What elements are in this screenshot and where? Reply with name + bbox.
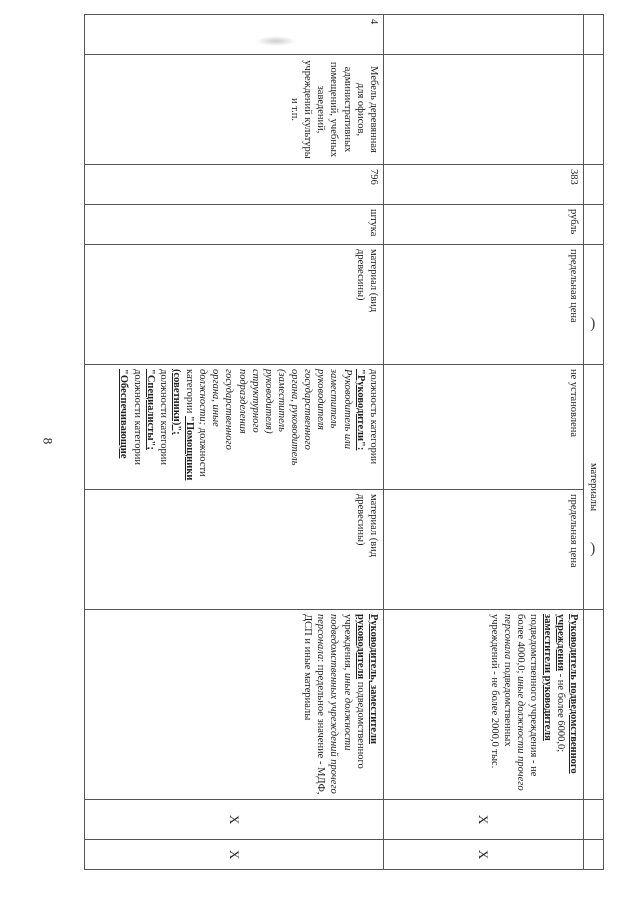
- value-text: должности категории: [131, 369, 143, 465]
- row-num-cell: 4: [85, 15, 384, 55]
- value-strong-text: "Руководители":: [354, 369, 366, 451]
- value-text: - не более 6000,0;: [554, 671, 566, 753]
- value-text: должности категории: [184, 369, 209, 477]
- value-text: должность категории: [367, 369, 379, 465]
- row-name-cell: Мебель деревянная для офисов, административных помещений, учебных заведений, учреждений культуры и т.п.: [85, 55, 384, 165]
- value-italic-text: Руководитель или заместитель руководителя государственного органа, руководитель (заместитель руководителя) структурного подразделения государственного органа, иные должности;: [197, 369, 353, 466]
- value-text: подведомственных учреждений - не более 2000,0 тыс.: [489, 614, 514, 769]
- characteristic-cell: предельная цена: [383, 490, 583, 610]
- row-num-cell: [383, 15, 583, 55]
- header-cell-empty: [583, 165, 603, 205]
- okei-code-cell: 796: [85, 165, 384, 205]
- x-mark-cell: X: [85, 840, 384, 870]
- x-mark-cell: X: [85, 800, 384, 840]
- value-cell: [383, 610, 583, 800]
- header-cell-materials: материалы: [583, 365, 603, 610]
- unit-cell: рубль: [383, 205, 583, 245]
- scan-smudge: [256, 36, 296, 46]
- requirements-table: [84, 14, 604, 870]
- x-mark-cell: X: [383, 840, 583, 870]
- value-italic-text: иные должности подведомственных учреждений прочего персонала: [315, 614, 353, 794]
- value-strong-text: "Помощники (советники)";: [171, 369, 196, 481]
- unit-cell: штука: [85, 205, 384, 245]
- header-cell-empty: [583, 800, 603, 840]
- bracket-mark: ): [590, 540, 596, 557]
- value-text: подведомственного учреждения,: [341, 614, 366, 769]
- header-cell-empty: [583, 245, 603, 365]
- value-strong-text: "Специалисты";: [144, 369, 156, 450]
- value-cell: [85, 610, 384, 800]
- value-strong-text: Руководитель подведомственного учреждения: [554, 614, 579, 774]
- header-cell-empty: [583, 610, 603, 800]
- value-cell: [85, 365, 384, 490]
- value-text: должности категории: [157, 369, 169, 465]
- header-cell-empty: [583, 205, 603, 245]
- value-cell: не установлена: [383, 365, 583, 490]
- table-header-row: [583, 15, 603, 870]
- value-strong-text: Руководитель, заместители руководителя: [354, 614, 379, 745]
- header-cell-empty: [583, 840, 603, 870]
- x-mark-cell: X: [383, 800, 583, 840]
- characteristic-cell: материал (вид древесины): [85, 245, 384, 365]
- value-strong-text: заместители руководителя: [541, 614, 553, 741]
- rotated-table-wrapper: [84, 14, 604, 869]
- okei-code-cell: 383: [383, 165, 583, 205]
- characteristic-cell: предельная цена: [383, 245, 583, 365]
- header-cell-empty: [583, 55, 603, 165]
- header-cell-empty: [583, 15, 603, 55]
- table-row: [383, 15, 583, 870]
- value-italic-text: иные должности прочего персонала: [502, 614, 527, 791]
- table-row: [85, 15, 384, 870]
- characteristic-cell: материал (вид древесины): [85, 490, 384, 610]
- page-number: 8: [40, 437, 56, 445]
- value-text: подведомственного учреждения - не более 4000,0;: [515, 614, 540, 777]
- bracket-mark: ): [590, 315, 596, 332]
- row-name-cell: [383, 55, 583, 165]
- value-text: : предельное значение - МДФ, ДСП и иные материалы: [302, 614, 327, 795]
- value-strong-text: "Обеспечивающие: [118, 369, 130, 459]
